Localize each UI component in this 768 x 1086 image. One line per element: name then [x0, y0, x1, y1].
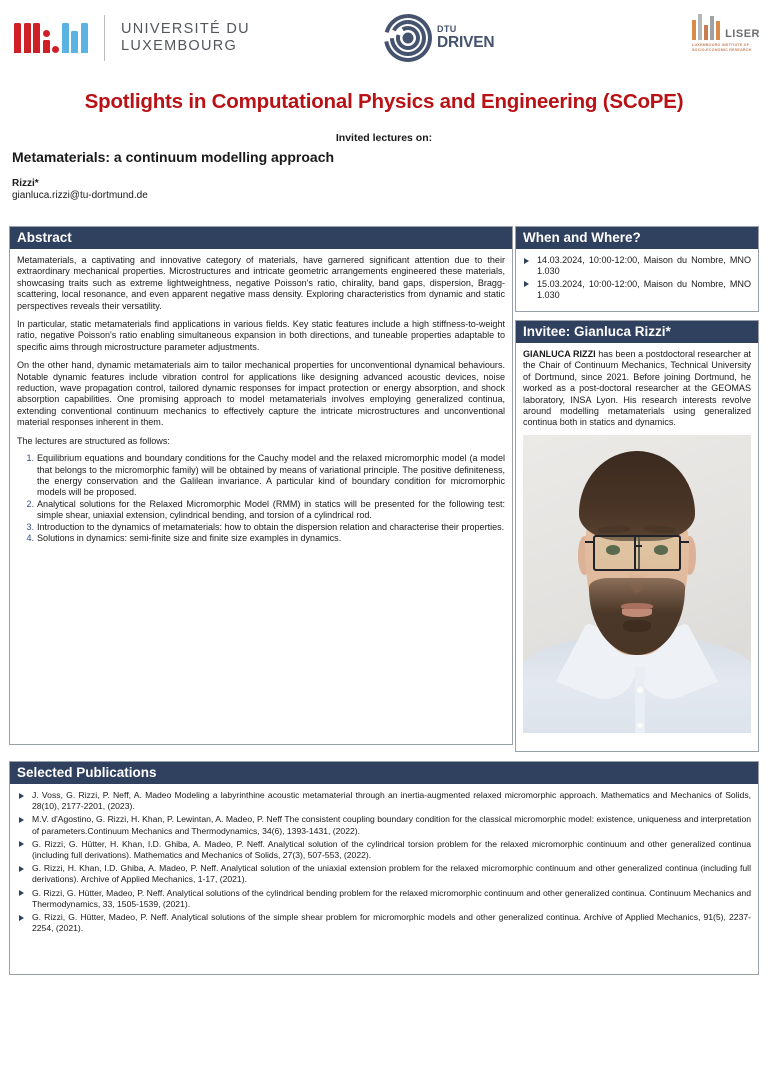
uni-lu-logo-text: [121, 21, 250, 55]
dtu-driven-wordmark: [437, 25, 494, 51]
dtu-text: DTU: [437, 24, 457, 35]
invitee-bio-text: has been a postdoctoral researcher at the Chair of Continuum Mechanics, Technical University of Dortmund, since 2021. Before joining Dortmund, he worked as a post-doctoral researcher at the GEOMAS laboratory, INSA Lyon. His research interests revolve around modelling metamaterials using generalized continua both in statics and dynamics.: [523, 349, 751, 428]
publication-text: G. Rizzi, G. Hütter, Madeo, P. Neff. Analytical solutions of the simple shear problem for micromorphic models and other generalized continua. Archive of Applied Mechanics, 91(5), 2237-2254, (2021).: [32, 912, 751, 934]
list-item: Equilibrium equations and boundary conditions for the Cauchy model and the relaxed micromorphic model (a model that belongs to the micromorphic family) will be obtained by means of variational principle. The positive definiteness, the energy conservation and the Galilean invariance. A particular kind of boundary condition for micromorphic models will be proposed.: [37, 453, 505, 498]
page-title: Spotlights in Computational Physics and Engineering (SCoPE): [84, 90, 684, 113]
liser-subtitle-line-2: SOCIO-ECONOMIC RESEARCH: [692, 48, 752, 52]
triangle-bullet-icon: [19, 793, 24, 799]
triangle-bullet-icon: [524, 258, 529, 264]
list-item: [17, 888, 751, 910]
list-item: [17, 790, 751, 812]
lecture-structure-list: [17, 453, 505, 544]
invitee-heading: Invitee: Gianluca Rizzi*: [516, 321, 758, 343]
avatar: [523, 435, 751, 733]
uni-lu-line-1: UNIVERSITÉ DU: [121, 21, 250, 37]
invitee-bio-name: GIANLUCA RIZZI: [523, 349, 596, 359]
triangle-bullet-icon: [524, 281, 529, 287]
triangle-bullet-icon: [19, 817, 24, 823]
logo-divider: [104, 15, 105, 61]
dtu-target-icon: [383, 13, 433, 63]
triangle-bullet-icon: [19, 866, 24, 872]
uni-lu-logo: [14, 14, 250, 62]
lecture-title: Metamaterials: a continuum modelling approach: [12, 149, 335, 165]
author-name: Rizzi*: [12, 178, 39, 189]
uni-lu-line-2: LUXEMBOURG: [121, 38, 238, 54]
liser-logo: [692, 14, 760, 53]
portrait-photo-gianluca-rizzi: [523, 435, 751, 733]
session-text: 14.03.2024, 10:00-12:00, Maison du Nombre, MNO 1.030: [537, 255, 751, 277]
invited-lectures-label: Invited lectures on:: [335, 132, 433, 144]
liser-wordmark: LISER: [725, 28, 760, 40]
publication-text: G. Rizzi, H. Khan, I.D. Ghiba, A. Madeo, P. Neff. Analytical solution of the uniaxial extension problem for the relaxed micromorphic continuum and other generalized continua (including full derivations). Archive of Applied Mechanics, 1-17, (2021).: [32, 863, 751, 885]
selected-publications-panel: [9, 761, 759, 975]
abstract-panel: [9, 226, 513, 745]
publication-text: G. Rizzi, G. Hütter, H. Khan, I.D. Ghiba, A. Madeo, P. Neff. Analytical solution of the cylindrical torsion problem for the relaxed micromorphic continuum and other generalized continua (including full derivations). Mathematics and Mechanics of Solids, 27(3), 507-553, (2022).: [32, 838, 751, 861]
liser-subtitle: [692, 43, 760, 53]
when-and-where-panel: [515, 226, 759, 312]
invitee-panel: [515, 320, 759, 752]
when-and-where-heading: When and Where?: [516, 227, 758, 249]
invitee-body: [516, 343, 758, 740]
session-text: 15.03.2024, 10:00-12:00, Maison du Nombre, MNO 1.030: [537, 278, 751, 301]
list-item: [523, 279, 751, 302]
dtu-driven-logo: [383, 12, 494, 64]
publication-text: G. Rizzi, G. Hütter, Madeo, P. Neff. Analytical solutions of the cylindrical bending problem for the relaxed micromorphic continuum and other generalized continua. Continuum Mechanics and Thermodynamics, 33, 1505-1539, (2021).: [32, 887, 751, 909]
invitee-bio: [523, 349, 751, 429]
list-item: Introduction to the dynamics of metamaterials: how to obtain the dispersion relation and characterise their properties.: [37, 521, 505, 532]
logo-bar: [0, 0, 768, 78]
driven-text: DRIVEN: [437, 34, 495, 52]
when-and-where-body: [516, 249, 758, 310]
liser-bars: [692, 14, 760, 40]
publication-text: M.V. d'Agostino, G. Rizzi, H. Khan, P. Lewintan, A. Madeo, P. Neff The consistent coupling boundary condition for the classical micromorphic model: existence, uniqueness and interpretation of parameters.Continuum Mechanics and Thermodynamics, 34(6), 1393-1431, (2022).: [32, 814, 751, 836]
list-item: [17, 839, 751, 861]
list-item: [523, 255, 751, 278]
triangle-bullet-icon: [19, 841, 24, 847]
author-email[interactable]: gianluca.rizzi@tu-dortmund.de: [12, 190, 148, 201]
publication-text: J. Voss, G. Rizzi, P. Neff, A. Madeo Modeling a labyrinthine acoustic metamaterial through an inertia-augmented relaxed micromorphic approach. Mathematics and Mechanics of Solids, 28(10), 2177-2201, (2023).: [32, 790, 751, 812]
list-item: [17, 912, 751, 934]
abstract-heading: Abstract: [10, 227, 512, 249]
abstract-lead-in: The lectures are structured as follows:: [17, 435, 170, 446]
abstract-paragraph: On the other hand, dynamic metamaterials aim to tailor mechanical properties for unconventional dynamical behaviours. Notable dynamic features include vibration control for applications like designing advanced acoustic devices, noise reduction, wave propagation control, tailored dynamic responses for impact protection or energy absorption, and shock absorption capabilities. One promising approach to model metamaterials involves employing generalized continua, extending conventional continuum mechanics to effectively capture the intricate microstructures and unconventional material responses inherent in them.: [17, 360, 505, 428]
list-item: Solutions in dynamics: semi-finite size and finite size examples in dynamics.: [37, 532, 342, 543]
abstract-body: [10, 249, 512, 551]
selected-publications-body: [10, 784, 758, 943]
triangle-bullet-icon: [19, 915, 24, 921]
abstract-paragraph: Metamaterials, a captivating and innovative category of materials, have garnered significant attention due to their extraordinary mechanical properties. Microstructures and intricate geometric arrangements engineered these materials, showcasing traits such as extreme lightweightness, negative Poisson's ratio, chirality, band gaps, dispersion, Bragg-scattering, local resonance, and even apparent negative mass density. Exploring characteristics from dynamic and static perspectives reveals their versatility.: [17, 255, 505, 311]
triangle-bullet-icon: [19, 890, 24, 896]
selected-publications-heading: Selected Publications: [10, 762, 758, 784]
list-item: [17, 863, 751, 885]
uni-lu-logo-mark: [14, 23, 90, 53]
abstract-paragraph: In particular, static metamaterials find applications in various fields. Key static features include a high stiffness-to-weight ratio, negative Poisson's ratio enabling simultaneous expansion in both directions, and tuneable properties adaptable to specific aims through microstructure parameter adjustments.: [17, 319, 505, 352]
list-item: [17, 814, 751, 836]
list-item: Analytical solutions for the Relaxed Micromorphic Model (RMM) in statics will be presented for the following test: simple shear, uniaxial extension, cylindrical bending, and torsion of a cylindrical rod.: [37, 498, 505, 521]
liser-subtitle-line-1: LUXEMBOURG INSTITUTE OF: [692, 43, 750, 47]
